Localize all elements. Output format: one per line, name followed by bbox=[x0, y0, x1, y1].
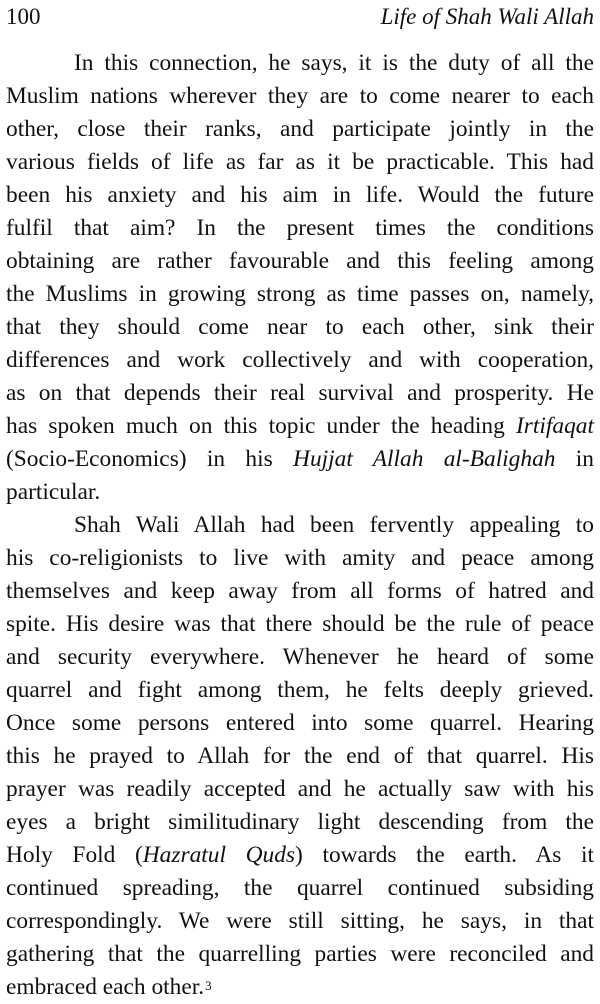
text-line bbox=[6, 575, 594, 608]
text-line bbox=[6, 179, 594, 212]
text-line bbox=[6, 113, 594, 146]
text-span: obtaining are rather favourable and this feeling among bbox=[6, 248, 594, 274]
text-span: particular. bbox=[6, 479, 101, 505]
text-line bbox=[6, 344, 594, 377]
page-header bbox=[6, 4, 594, 32]
text-line bbox=[6, 80, 594, 113]
text-line bbox=[6, 509, 594, 542]
italic-term: Hujjat Allah al-Balighah bbox=[293, 446, 556, 472]
text-span: other, close their ranks, and participate jointly in the bbox=[6, 116, 594, 142]
text-span: has spoken much on this topic under the heading bbox=[6, 413, 517, 439]
text-line bbox=[6, 707, 594, 740]
text-span: Shah Wali Allah had been fervently appealing to bbox=[74, 512, 594, 538]
body-text bbox=[6, 47, 594, 1004]
text-line bbox=[6, 245, 594, 278]
text-line bbox=[6, 212, 594, 245]
text-line bbox=[6, 839, 594, 872]
text-span: and security everywhere. Whenever he heard of some bbox=[6, 644, 594, 670]
text-line bbox=[6, 542, 594, 575]
text-span: themselves and keep away from all forms of hatred and bbox=[6, 578, 594, 604]
text-span: this he prayed to Allah for the end of that quarrel. His bbox=[6, 743, 594, 769]
text-line bbox=[6, 674, 594, 707]
italic-term: Irtifaqat bbox=[516, 413, 594, 439]
paragraph bbox=[6, 509, 594, 1004]
text-line bbox=[6, 971, 594, 1004]
text-span: In this connection, he says, it is the duty of all the bbox=[74, 50, 594, 76]
text-span: correspondingly. We were still sitting, he says, in that bbox=[6, 908, 594, 934]
text-span: Muslim nations wherever they are to come nearer to each bbox=[6, 83, 594, 109]
text-span: gathering that the quarrelling parties were reconciled and bbox=[6, 941, 594, 967]
paragraph bbox=[6, 47, 594, 509]
text-span: Once some persons entered into some quarrel. Hearing bbox=[6, 710, 594, 736]
text-span: as on that depends their real survival and prosperity. He bbox=[6, 380, 594, 406]
text-line bbox=[6, 410, 594, 443]
text-line bbox=[6, 905, 594, 938]
text-line bbox=[6, 146, 594, 179]
running-title: Life of Shah Wali Allah bbox=[380, 4, 594, 29]
text-span: been his anxiety and his aim in life. Would the future bbox=[6, 182, 594, 208]
text-span: his co-religionists to live with amity and peace among bbox=[6, 545, 594, 571]
text-line bbox=[6, 278, 594, 311]
text-line bbox=[6, 608, 594, 641]
text-span: prayer was readily accepted and he actually saw with his bbox=[6, 776, 594, 802]
page-number: 100 bbox=[6, 4, 41, 29]
text-span: differences and work collectively and with cooperation, bbox=[6, 347, 594, 373]
text-line bbox=[6, 377, 594, 410]
text-span: ) towards the earth. As it bbox=[295, 842, 594, 868]
footnote-marker: 3 bbox=[205, 978, 212, 993]
text-span: the Muslims in growing strong as time passes on, namely, bbox=[6, 281, 594, 307]
text-line bbox=[6, 641, 594, 674]
text-span: fulfil that aim? In the present times the conditions bbox=[6, 215, 594, 241]
text-line bbox=[6, 806, 594, 839]
text-span: embraced each other. bbox=[6, 974, 205, 1000]
text-span: Holy Fold ( bbox=[6, 842, 143, 868]
text-line bbox=[6, 443, 594, 476]
text-line bbox=[6, 47, 594, 80]
text-span: quarrel and fight among them, he felts deeply grieved. bbox=[6, 677, 594, 703]
text-span: (Socio-Economics) in his bbox=[6, 446, 294, 472]
text-span: eyes a bright similitudinary light descending from the bbox=[6, 809, 594, 835]
italic-term: Hazratul Quds bbox=[142, 842, 295, 868]
text-line bbox=[6, 740, 594, 773]
text-line bbox=[6, 773, 594, 806]
text-line bbox=[6, 311, 594, 344]
text-span: various fields of life as far as it be practicable. This had bbox=[6, 149, 594, 175]
text-line bbox=[6, 872, 594, 905]
text-span: in bbox=[555, 446, 594, 472]
text-span: spite. His desire was that there should be the rule of peace bbox=[6, 611, 594, 637]
text-span: that they should come near to each other, sink their bbox=[6, 314, 594, 340]
text-line bbox=[6, 476, 594, 509]
text-span: continued spreading, the quarrel continued subsiding bbox=[6, 875, 594, 901]
text-line bbox=[6, 938, 594, 971]
